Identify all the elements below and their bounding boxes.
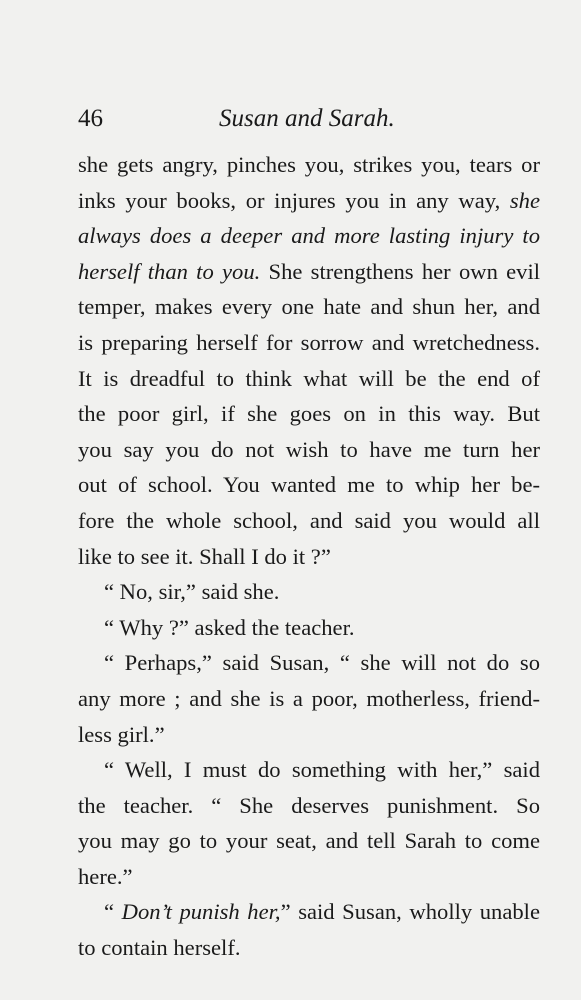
text-segment: the teacher. “ She deserves punishment. So: [78, 792, 540, 818]
text-segment: she gets angry, pinches you, strikes you, tears or: [78, 152, 540, 177]
text-line: [78, 325, 540, 361]
text-segment: you may go to your seat, and tell Sarah to come: [78, 828, 540, 854]
text-line: [78, 610, 540, 646]
text-segment: “ Why ?” asked the teacher.: [104, 614, 355, 640]
text-segment: “ No, sir,” said she.: [104, 579, 280, 605]
text-segment: any more ; and she is a poor, motherless, friend-: [78, 685, 540, 711]
emphasis-segment: she: [509, 187, 540, 213]
running-title: Susan and Sarah.: [219, 105, 395, 132]
text-line: [78, 859, 540, 895]
text-line: [78, 930, 540, 966]
text-segment: “: [104, 899, 122, 925]
text-line: [78, 717, 540, 753]
text-segment: “ Well, I must do something with her,” said: [104, 757, 540, 783]
text-line: [78, 645, 540, 681]
text-line: [78, 147, 540, 183]
text-line: [78, 432, 540, 468]
page-header: [78, 102, 538, 136]
text-segment: like to see it. Shall I do it ?”: [78, 543, 331, 569]
text-segment: inks your books, or injures you in any way,: [78, 187, 510, 213]
emphasis-segment: Don’t punish her,: [121, 899, 281, 925]
text-line: [78, 361, 540, 397]
text-line: [78, 396, 540, 432]
text-line: [78, 503, 540, 539]
text-segment: “ Perhaps,” said Susan, “ she will not do so: [104, 650, 540, 676]
text-segment: the poor girl, if she goes on in this way. But: [78, 401, 540, 427]
text-line: [78, 289, 540, 325]
text-line: [78, 752, 540, 788]
text-line: [78, 681, 540, 717]
text-segment: temper, makes every one hate and shun her, and: [78, 294, 540, 320]
emphasis-segment: herself than to you.: [78, 258, 261, 284]
emphasis-segment: always does a deeper and more lasting injury to: [78, 223, 540, 249]
text-segment: out of school. You wanted me to whip her be-: [78, 472, 540, 498]
text-line: [78, 823, 540, 859]
text-segment: here.”: [78, 863, 133, 889]
text-segment: you say you do not wish to have me turn her: [78, 436, 540, 462]
text-segment: It is dreadful to think what will be the end of: [78, 365, 540, 391]
text-line: [78, 574, 540, 610]
text-segment: fore the whole school, and said you would all: [78, 507, 540, 533]
text-line: [78, 788, 540, 824]
text-line: [78, 183, 540, 219]
text-segment: ” said Susan, wholly unable: [280, 899, 540, 925]
text-segment: is preparing herself for sorrow and wretchedness.: [78, 329, 540, 355]
body-text: [78, 147, 540, 966]
text-line: [78, 539, 540, 575]
page-number: 46: [78, 105, 103, 132]
text-line: [78, 894, 540, 930]
text-segment: She strengthens her own evil: [260, 258, 540, 284]
text-segment: to contain herself.: [78, 935, 241, 961]
text-segment: less girl.”: [78, 721, 165, 747]
text-line: [78, 218, 540, 254]
text-line: [78, 254, 540, 290]
text-line: [78, 467, 540, 503]
